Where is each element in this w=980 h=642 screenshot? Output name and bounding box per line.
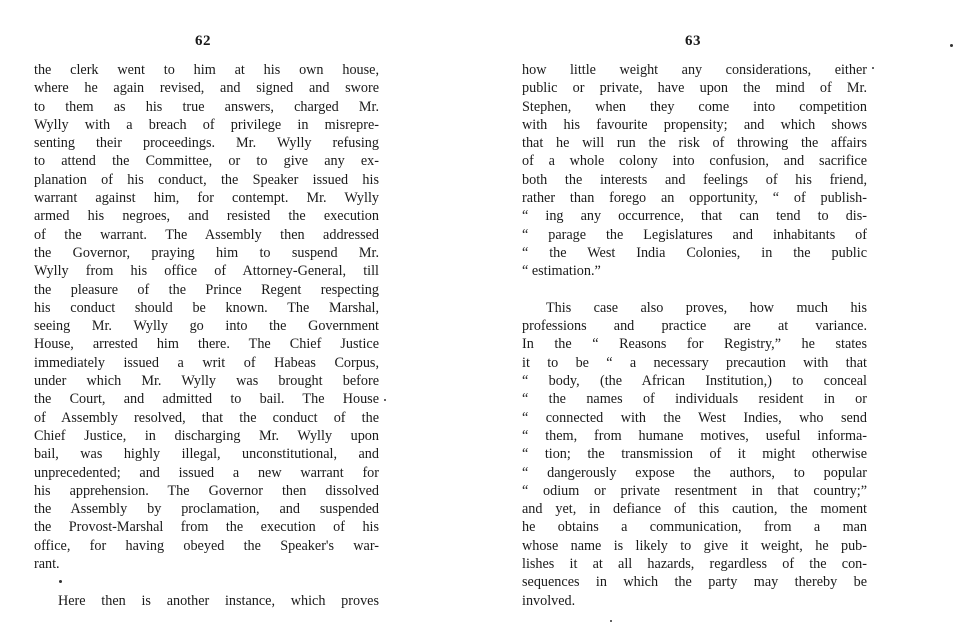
text-line: his conduct should be known. The Marshal, [34,299,379,316]
text-line: the clerk went to him at his own house, [34,62,379,78]
right-page-text [522,61,867,610]
text-line: where he again revised, and signed and swore [34,80,379,97]
text-line: “ connected with the West Indies, who send [522,409,867,426]
text-line-paragraph-start: This case also proves, how much his [546,299,867,316]
text-line: to them as his true answers, charged Mr. [34,98,379,115]
text-line: “ dangerously expose the authors, to popular [522,464,867,481]
text-line: armed his negroes, and resisted the execution [34,208,379,225]
scan-speck [872,67,874,69]
text-line: senting their proceedings. Mr. Wylly refusing [34,135,379,152]
paragraph-gap [34,573,379,591]
text-line-paragraph-start: Here then is another instance, which proves [58,592,379,609]
text-line: “ ing any occurrence, that can tend to dis- [522,208,867,225]
text-line: sequences in which the party may thereby be [522,574,867,591]
text-line: Wylly with a breach of privilege in misrepre- [34,116,379,133]
text-line: unprecedented; and issued a new warrant for [34,464,379,481]
text-line: rant. [34,556,60,573]
text-line: “ the names of individuals resident in or [522,391,867,408]
text-line: “ estimation.” [522,263,601,280]
text-line: public or private, have upon the mind of Mr. [522,80,867,97]
text-line: House, arrested him there. The Chief Justice [34,336,379,353]
text-line: “ body, (the African Institution,) to conceal [522,373,867,390]
text-line: he obtains a communication, from a man [522,519,867,536]
left-page-text [34,61,379,610]
text-line: under which Mr. Wylly was brought before [34,373,379,390]
scan-speck [59,580,62,583]
text-line: the Assembly by proclamation, and suspended [34,501,379,518]
text-line: that he will run the risk of throwing the affairs [522,135,867,152]
text-line: of the warrant. The Assembly then addressed [34,226,379,243]
scan-speck [384,399,386,401]
text-line: both the interests and feelings of his friend, [522,171,867,188]
text-line: his apprehension. The Governor then dissolved [34,482,379,499]
text-line: In the “ Reasons for Registry,” he states [522,336,867,353]
text-line: lishes it at all hazards, regardless of the con- [522,556,867,573]
text-line: the Provost-Marshal from the execution of his [34,519,379,536]
text-line: Stephen, when they come into competition [522,98,867,115]
text-line: rather than forego an opportunity, “ of publish- [522,190,867,207]
text-line: “ odium or private resentment in that country;” [522,482,867,499]
text-line: Wylly from his office of Attorney-General, till [34,263,379,280]
text-line: bail, was highly illegal, unconstitutional, and [34,446,379,463]
text-line: involved. [522,592,576,609]
text-line: “ tion; the transmission of it might otherwise [522,446,867,463]
text-line: the Court, and admitted to bail. The House [34,391,379,408]
text-line: how little weight any considerations, either [522,62,867,78]
text-line: planation of his conduct, the Speaker issued his [34,171,379,188]
text-line: immediately issued a writ of Habeas Corpus, [34,354,379,371]
paragraph-gap [522,281,867,299]
text-line: to attend the Committee, or to give any ex- [34,153,379,170]
text-line: “ the West India Colonies, in the public [522,244,867,261]
text-line: “ parage the Legislatures and inhabitants of [522,226,867,243]
text-line: the pleasure of the Prince Regent respecting [34,281,379,298]
scan-speck [950,44,953,47]
text-line: “ them, from humane motives, useful informa- [522,427,867,444]
text-line: Chief Justice, in discharging Mr. Wylly upon [34,427,379,444]
page-number-left: 62 [195,33,211,49]
text-line: professions and practice are at variance. [522,318,867,335]
text-line: seeing Mr. Wylly go into the Government [34,318,379,335]
text-line: whose name is likely to give it weight, he pub- [522,537,867,554]
text-line: the Governor, praying him to suspend Mr. [34,244,379,261]
text-line: of a whole colony into confusion, and sacrifice [522,153,867,170]
text-line: office, for having obeyed the Speaker's war- [34,537,379,554]
text-line: warrant against him, for contempt. Mr. Wylly [34,190,379,207]
text-line: and yet, in defiance of this caution, the moment [522,501,867,518]
scan-speck [610,620,612,622]
text-line: it to be “ a necessary precaution with that [522,354,867,371]
text-line: with his favourite propensity; and which shows [522,116,867,133]
page-number-right: 63 [685,33,701,49]
text-line: of Assembly resolved, that the conduct of the [34,409,379,426]
